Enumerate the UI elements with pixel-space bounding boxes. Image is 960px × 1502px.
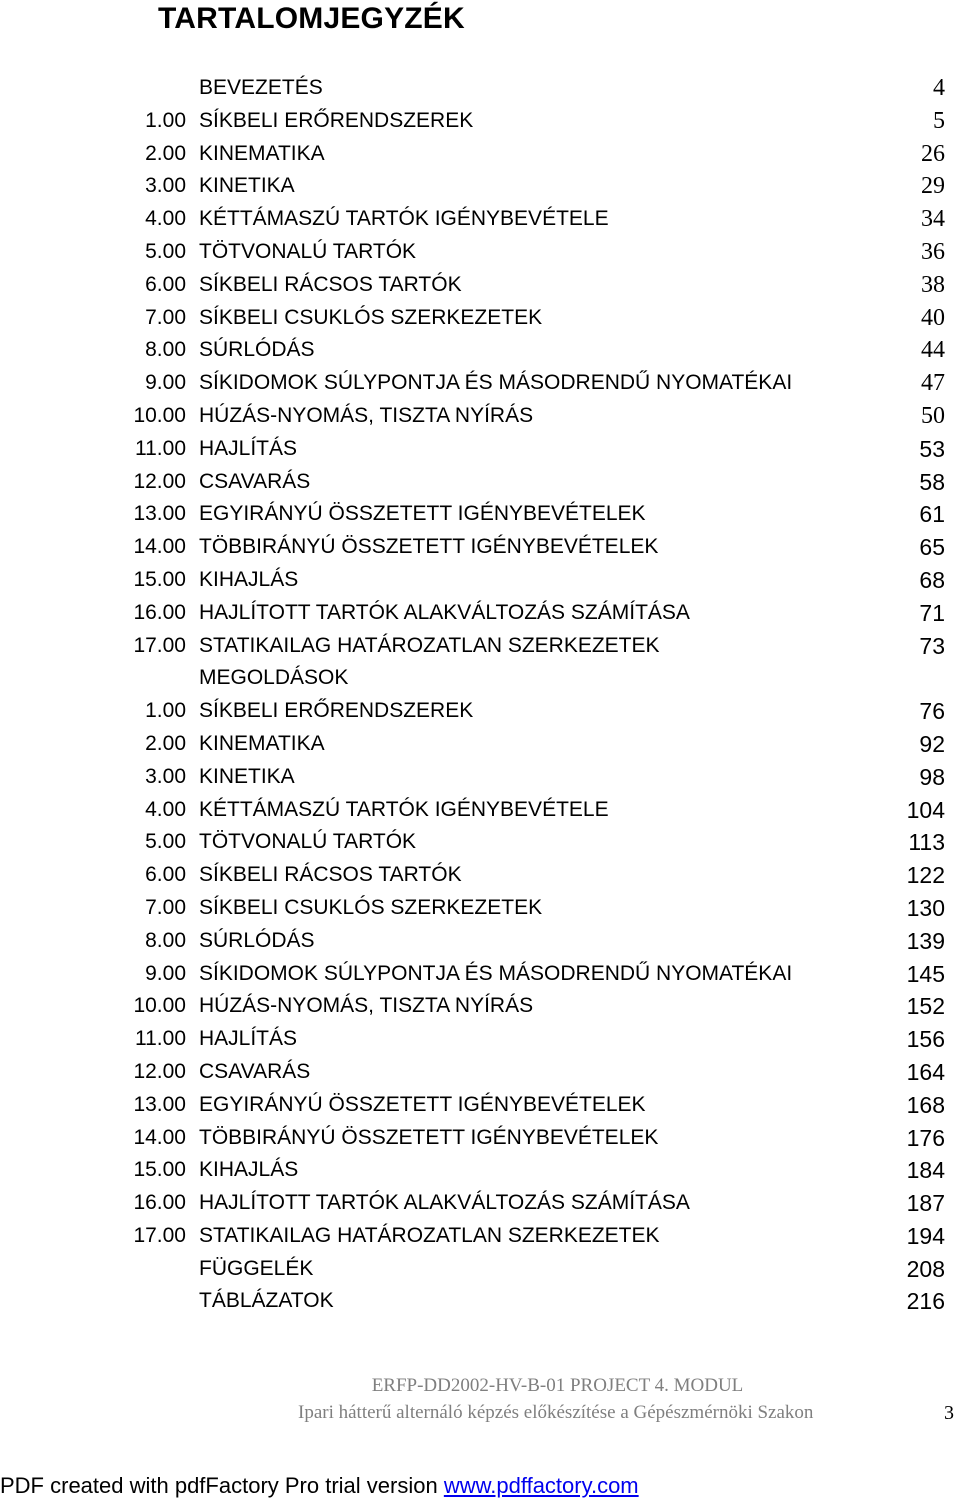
toc-entry[interactable] [0, 662, 960, 695]
toc-entry-page: 152 [906, 993, 945, 1020]
toc-entry-label: KINETIKA [199, 174, 295, 198]
toc-entry-label: SÍKIDOMOK SÚLYPONTJA ÉS MÁSODRENDŰ NYOMATÉKAI [199, 961, 793, 985]
toc-entry-label: CSAVARÁS [199, 469, 311, 493]
toc-entry-page: 208 [906, 1255, 945, 1282]
toc-entry-number: 1.00 [145, 108, 186, 132]
toc-entry-label: KINEMATIKA [199, 731, 325, 755]
toc-entry[interactable] [0, 1253, 960, 1286]
toc-entry-number: 11.00 [135, 436, 186, 460]
toc-entry[interactable] [0, 695, 960, 728]
toc-entry[interactable] [0, 302, 960, 335]
toc-entry[interactable] [0, 138, 960, 171]
toc-entry[interactable] [0, 433, 960, 466]
toc-entry-number: 3.00 [145, 764, 186, 788]
footer-subtitle: Ipari hátterű alternáló képzés előkészítése a Gépészmérnöki Szakon [298, 1402, 814, 1423]
toc-entry[interactable] [0, 170, 960, 203]
toc-entry[interactable] [0, 925, 960, 958]
toc-entry[interactable] [0, 367, 960, 400]
toc-entry-page: 73 [919, 632, 945, 659]
toc-entry-number: 1.00 [145, 699, 186, 723]
toc-entry-label: TÖBBIRÁNYÚ ÖSSZETETT IGÉNYBEVÉTELEK [199, 1125, 659, 1149]
toc-entry-page: 50 [921, 402, 945, 429]
toc-entry-number: 10.00 [133, 403, 186, 427]
toc-entry-page: 104 [906, 796, 945, 823]
toc-entry-number: 6.00 [145, 863, 186, 887]
toc-entry-number: 17.00 [133, 633, 186, 657]
toc-entry-page: 58 [919, 468, 945, 495]
toc-entry[interactable] [0, 1089, 960, 1122]
toc-entry-label: HÚZÁS-NYOMÁS, TISZTA NYÍRÁS [199, 403, 534, 427]
toc-entry[interactable] [0, 597, 960, 630]
toc-entry-number: 14.00 [133, 1125, 186, 1149]
toc-entry-page: 76 [919, 698, 945, 725]
toc-entry-label: CSAVARÁS [199, 1059, 311, 1083]
toc-entry-label: MEGOLDÁSOK [199, 666, 349, 690]
toc-entry-label: HAJLÍTÁS [199, 436, 298, 460]
toc-entry-page: 113 [908, 829, 945, 856]
toc-entry[interactable] [0, 728, 960, 761]
page-number: 3 [944, 1402, 954, 1424]
toc-entry-number: 9.00 [145, 961, 186, 985]
toc-entry-label: TÖTVONALÚ TARTÓK [199, 239, 417, 263]
toc-entry-label: SÍKBELI ERŐRENDSZEREK [199, 108, 474, 132]
toc-entry-label: SÍKIDOMOK SÚLYPONTJA ÉS MÁSODRENDŰ NYOMATÉKAI [199, 371, 793, 395]
toc-entry-label: KINETIKA [199, 764, 295, 788]
toc-entry-number: 5.00 [145, 830, 186, 854]
toc-entry-label: SÍKBELI ERŐRENDSZEREK [199, 699, 474, 723]
toc-entry-label: SÍKBELI RÁCSOS TARTÓK [199, 863, 462, 887]
toc-entry-page: 98 [919, 763, 945, 790]
toc-entry-label: TÖBBIRÁNYÚ ÖSSZETETT IGÉNYBEVÉTELEK [199, 535, 659, 559]
toc-entry[interactable] [0, 1122, 960, 1155]
toc-entry-page: 47 [921, 370, 945, 397]
toc-entry-number: 3.00 [145, 174, 186, 198]
toc-entry-label: SÚRLÓDÁS [199, 928, 315, 952]
toc-entry-number: 2.00 [145, 731, 186, 755]
toc-entry[interactable] [0, 105, 960, 138]
toc-entry-number: 6.00 [145, 272, 186, 296]
toc-entry-page: 130 [906, 894, 945, 921]
toc-entry-page: 122 [906, 862, 945, 889]
toc-entry-page: 65 [919, 534, 945, 561]
toc-entry-number: 17.00 [133, 1223, 186, 1247]
toc-entry-label: FÜGGELÉK [199, 1256, 314, 1280]
toc-entry-label: TÁBLÁZATOK [199, 1289, 334, 1313]
toc-entry[interactable] [0, 826, 960, 859]
toc-entry[interactable] [0, 1220, 960, 1253]
toc-entry-page: 156 [906, 1026, 945, 1053]
toc-entry-label: HAJLÍTOTT TARTÓK ALAKVÁLTOZÁS SZÁMÍTÁSA [199, 600, 690, 624]
toc-entry-number: 9.00 [145, 371, 186, 395]
toc-entry[interactable] [0, 531, 960, 564]
toc-entry-number: 4.00 [145, 207, 186, 231]
toc-entry-label: STATIKAILAG HATÁROZATLAN SZERKEZETEK [199, 1223, 660, 1247]
toc-entry[interactable] [0, 72, 960, 105]
toc-entry-label: STATIKAILAG HATÁROZATLAN SZERKEZETEK [199, 633, 660, 657]
toc-entry-number: 7.00 [145, 895, 186, 919]
toc-entry[interactable] [0, 466, 960, 499]
toc-entry[interactable] [0, 269, 960, 302]
toc-entry-label: HAJLÍTÁS [199, 1027, 298, 1051]
toc-entry-page: 5 [933, 107, 945, 134]
toc-entry-page: 44 [921, 337, 945, 364]
toc-entry-page: 53 [919, 435, 945, 462]
toc-entry[interactable] [0, 1285, 960, 1318]
toc-entry-page: 187 [906, 1190, 945, 1217]
toc-entry-label: KÉTTÁMASZÚ TARTÓK IGÉNYBEVÉTELE [199, 207, 609, 231]
toc-entry-page: 29 [921, 173, 945, 200]
pdf-banner-text: PDF created with pdfFactory Pro trial version [0, 1473, 444, 1498]
toc-entry-page: 4 [933, 75, 945, 101]
toc-entry[interactable] [0, 892, 960, 925]
toc-entry-number: 2.00 [145, 141, 186, 165]
toc-entry-number: 8.00 [145, 338, 186, 362]
toc-entry-number: 16.00 [133, 600, 186, 624]
toc-entry-number: 15.00 [133, 567, 186, 591]
toc-entry[interactable] [0, 498, 960, 531]
page-title: TARTALOMJEGYZÉK [158, 2, 465, 35]
toc-entry-number: 10.00 [133, 994, 186, 1018]
toc-entry[interactable] [0, 1023, 960, 1056]
toc-entry-number: 13.00 [133, 502, 186, 526]
toc-entry-label: BEVEZETÉS [199, 76, 323, 99]
toc-entry[interactable] [0, 1187, 960, 1220]
toc-entry-page: 40 [921, 304, 945, 331]
toc-entry-page: 176 [906, 1124, 945, 1151]
toc-entry-label: EGYIRÁNYÚ ÖSSZETETT IGÉNYBEVÉTELEK [199, 502, 646, 526]
toc-entry-number: 5.00 [145, 239, 186, 263]
toc-entry-label: HÚZÁS-NYOMÁS, TISZTA NYÍRÁS [199, 994, 534, 1018]
toc-entry-page: 92 [919, 730, 945, 757]
toc-entry-label: KIHAJLÁS [199, 1158, 299, 1182]
toc-entry[interactable] [0, 236, 960, 269]
toc-entry-label: SÍKBELI CSUKLÓS SZERKEZETEK [199, 895, 543, 919]
toc-entry-label: SÚRLÓDÁS [199, 338, 315, 362]
toc-entry[interactable] [0, 1056, 960, 1089]
toc-entry-page: 164 [906, 1058, 945, 1085]
toc-entry-page: 145 [906, 960, 945, 987]
toc-entry-page: 61 [919, 501, 945, 528]
toc-entry-page: 71 [919, 599, 945, 626]
toc-entry-page: 38 [921, 271, 945, 298]
toc-entry-number: 11.00 [135, 1027, 186, 1051]
pdf-banner [0, 1470, 960, 1502]
toc-entry-label: KÉTTÁMASZÚ TARTÓK IGÉNYBEVÉTELE [199, 797, 609, 821]
toc-entry[interactable] [0, 859, 960, 892]
toc-entry-page: 216 [906, 1288, 945, 1315]
toc-entry-page: 36 [921, 238, 945, 265]
footer-project: ERFP-DD2002-HV-B-01 PROJECT 4. MODUL [371, 1375, 744, 1396]
toc-entry-page: 26 [921, 140, 945, 167]
toc-entry[interactable] [0, 794, 960, 827]
toc-entry-number: 12.00 [133, 1059, 186, 1083]
toc-entry[interactable] [0, 334, 960, 367]
toc-entry[interactable] [0, 761, 960, 794]
toc-entry-page: 68 [919, 566, 945, 593]
toc-entry-number: 13.00 [133, 1092, 186, 1116]
toc-entry-label: EGYIRÁNYÚ ÖSSZETETT IGÉNYBEVÉTELEK [199, 1092, 646, 1116]
toc-entry-page: 184 [906, 1157, 945, 1184]
toc-entry[interactable] [0, 630, 960, 663]
toc-entry-number: 12.00 [133, 469, 186, 493]
toc-entry[interactable] [0, 990, 960, 1023]
toc-entry-number: 8.00 [145, 928, 186, 952]
toc-entry-number: 4.00 [145, 797, 186, 821]
toc-entry-label: SÍKBELI RÁCSOS TARTÓK [199, 272, 462, 296]
pdffactory-link[interactable]: www.pdffactory.com [443, 1473, 639, 1498]
toc-entry-label: KINEMATIKA [199, 141, 325, 165]
toc-entry-label: HAJLÍTOTT TARTÓK ALAKVÁLTOZÁS SZÁMÍTÁSA [199, 1191, 690, 1215]
toc-entry[interactable] [0, 1154, 960, 1187]
toc-entry[interactable] [0, 958, 960, 991]
toc-entry-number: 15.00 [133, 1158, 186, 1182]
toc-entry-label: SÍKBELI CSUKLÓS SZERKEZETEK [199, 305, 543, 329]
toc-entry-page: 194 [906, 1222, 945, 1249]
toc-entry-page: 168 [906, 1091, 945, 1118]
toc-entry-label: TÖTVONALÚ TARTÓK [199, 830, 417, 854]
toc-entry-number: 16.00 [133, 1191, 186, 1215]
toc-entry[interactable] [0, 564, 960, 597]
toc-entry-number: 7.00 [145, 305, 186, 329]
toc-entry-number: 14.00 [133, 535, 186, 559]
toc-entry[interactable] [0, 400, 960, 433]
toc-entry-page: 34 [921, 206, 945, 233]
toc-entry-page: 139 [906, 927, 945, 954]
toc-entry-label: KIHAJLÁS [199, 567, 299, 591]
table-of-contents [0, 72, 960, 1318]
toc-entry[interactable] [0, 203, 960, 236]
